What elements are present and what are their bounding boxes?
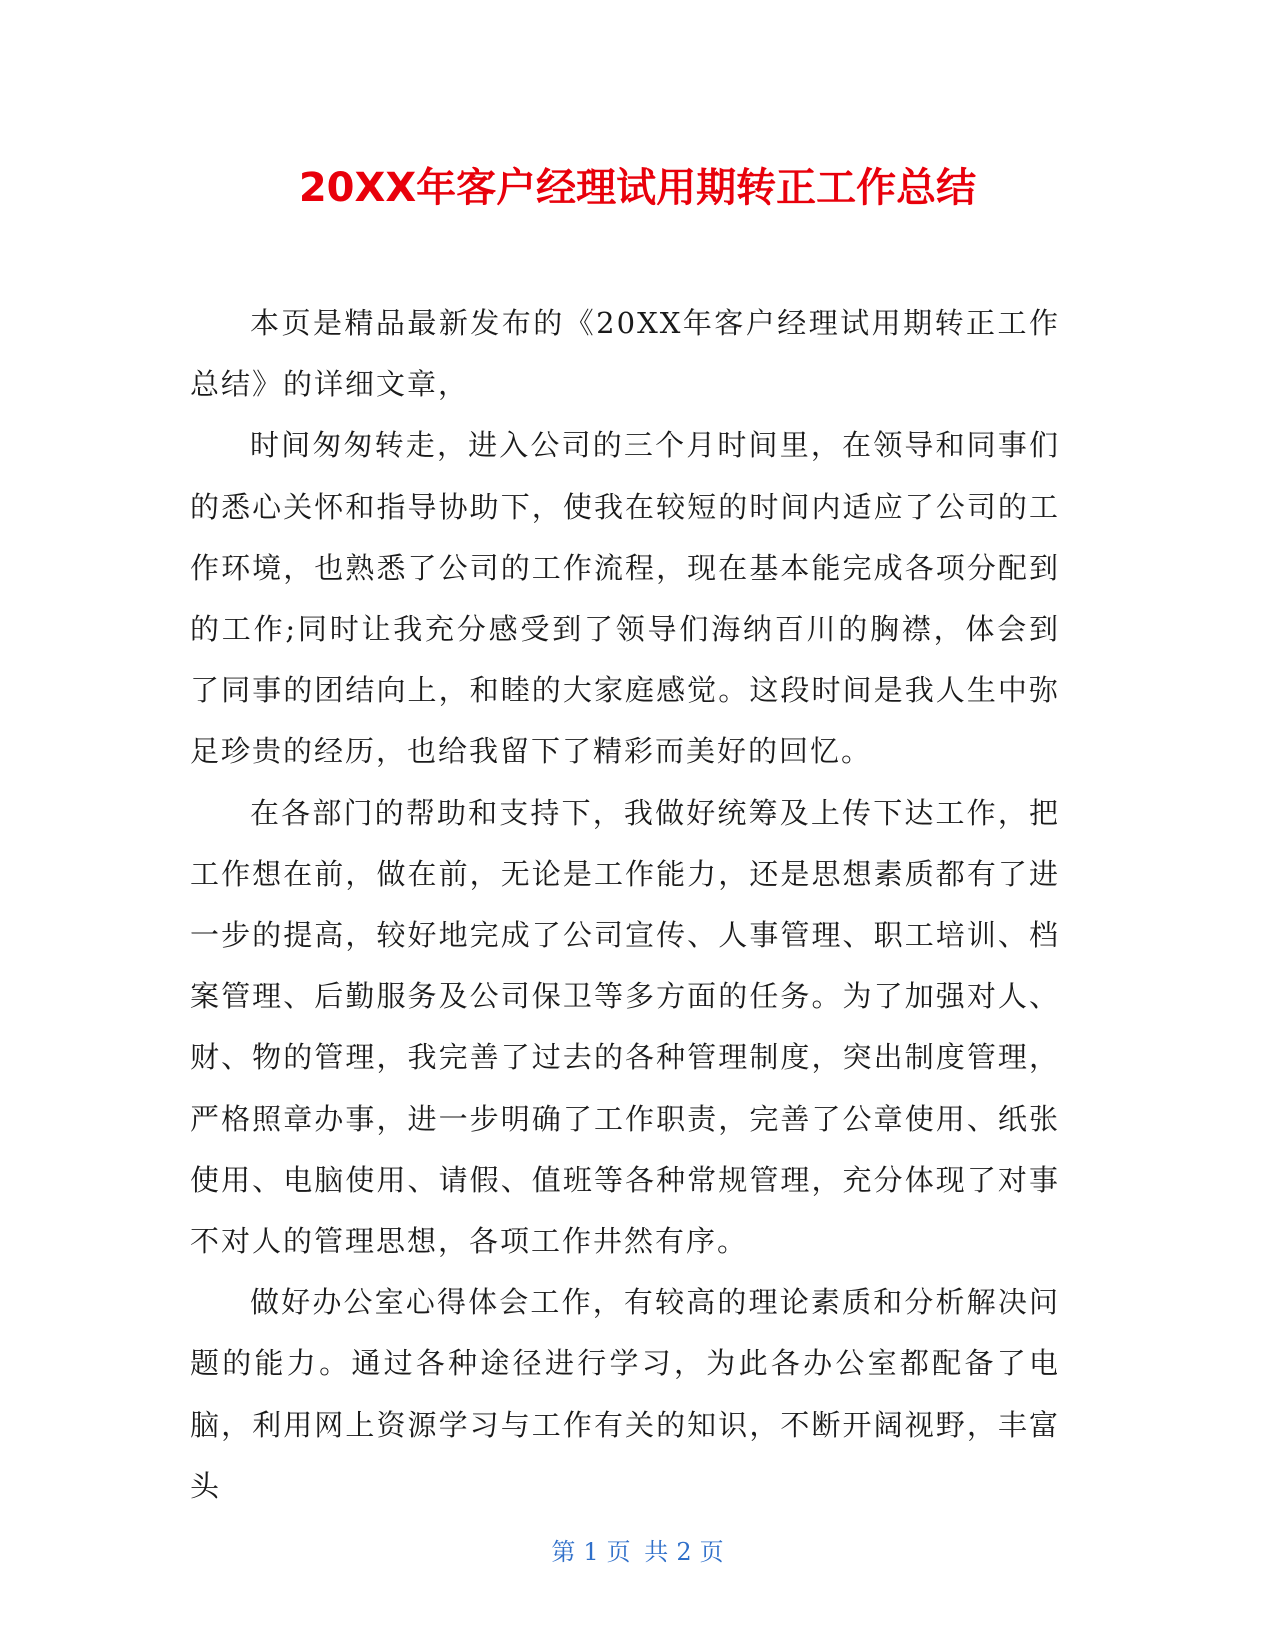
footer-middle: 页 共 xyxy=(606,1538,669,1566)
page-number-footer xyxy=(0,1532,1275,1567)
paragraph-intro: 本页是精品最新发布的《20XX年客户经理试用期转正工作总结》的详细文章， xyxy=(190,306,1060,402)
document-body xyxy=(190,293,1060,1517)
footer-suffix: 页 xyxy=(699,1538,724,1566)
paragraph-1: 时间匆匆转走，进入公司的三个月时间里，在领导和同事们的悉心关怀和指导协助下，使我在较短的时间内适应了公司的工作环境，也熟悉了公司的工作流程，现在基本能完成各项分配到的工作;同时让我充分感受到了领导们海纳百川的胸襟，体会到了同事的团结向上，和睦的大家庭感觉。这段时间是我人生中弥足珍贵的经历，也给我留下了精彩而美好的回忆。 xyxy=(190,428,1060,769)
footer-prefix: 第 xyxy=(551,1538,576,1566)
footer-current-page: 1 xyxy=(583,1538,599,1566)
paragraph-2: 在各部门的帮助和支持下，我做好统筹及上传下达工作，把工作想在前，做在前，无论是工作能力，还是思想素质都有了进一步的提高，较好地完成了公司宣传、人事管理、职工培训、档案管理、后勤服务及公司保卫等多方面的任务。为了加强对人、财、物的管理，我完善了过去的各种管理制度，突出制度管理，严格照章办事，进一步明确了工作职责，完善了公章使用、纸张使用、电脑使用、请假、值班等各种常规管理，充分体现了对事不对人的管理思想，各项工作井然有序。 xyxy=(190,795,1060,1259)
footer-total-pages: 2 xyxy=(676,1538,692,1566)
paragraph-3: 做好办公室心得体会工作，有较高的理论素质和分析解决问题的能力。通过各种途径进行学习，为此各办公室都配备了电脑，利用网上资源学习与工作有关的知识，不断开阔视野，丰富头 xyxy=(190,1285,1060,1503)
document-title: 20XX年客户经理试用期转正工作总结 xyxy=(298,165,977,211)
